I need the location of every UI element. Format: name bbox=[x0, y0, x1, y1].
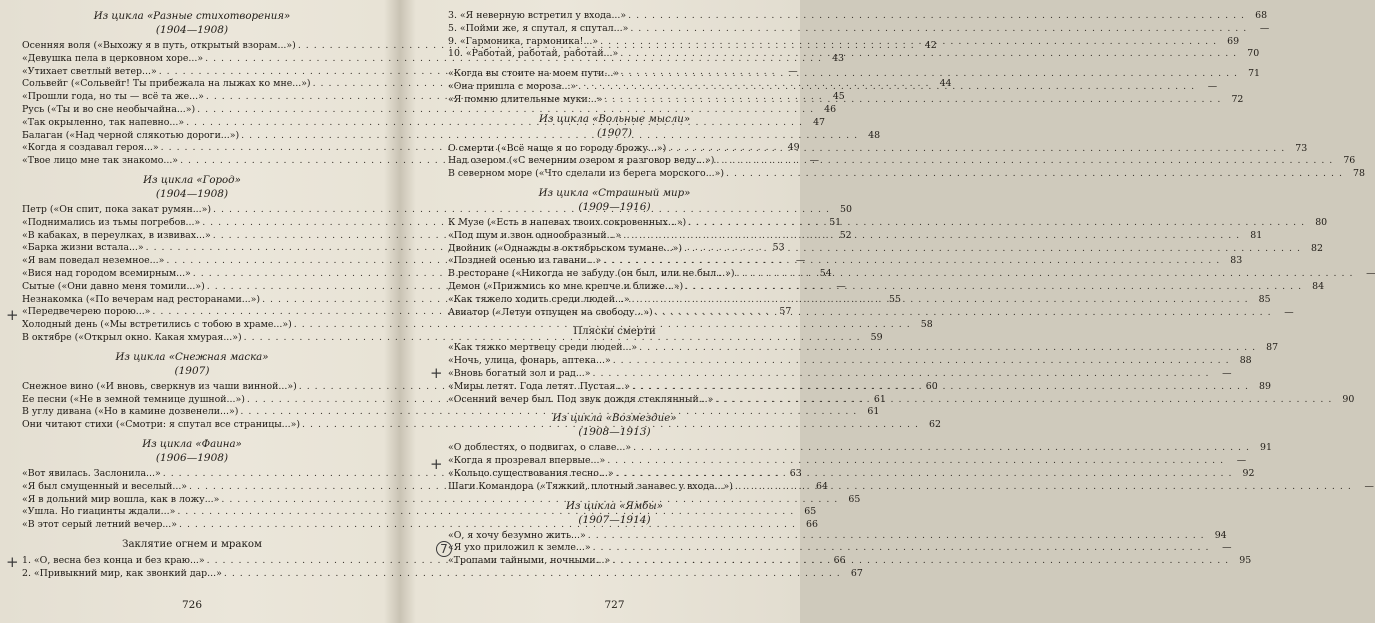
section-heading: Из цикла «Фаина» bbox=[142, 438, 242, 450]
page-number: 42 bbox=[924, 40, 937, 51]
page-number: 52 bbox=[839, 229, 852, 241]
dot-leader bbox=[733, 481, 1352, 494]
page-number: 47 bbox=[813, 116, 826, 128]
dot-leader bbox=[611, 355, 1230, 368]
page-number: 87 bbox=[1266, 342, 1279, 354]
page-number: 61 bbox=[873, 393, 886, 405]
page-number: 84 bbox=[1312, 280, 1325, 292]
entry-title: «Под шум и звон однообразный...» bbox=[448, 229, 622, 241]
page-number: 70 bbox=[1247, 48, 1260, 60]
section-years: (1904—1908) bbox=[155, 187, 229, 200]
entry-title: «Она пришла с мороза...» bbox=[448, 80, 577, 92]
entry-title: «Твое лицо мне так знакомо...» bbox=[22, 155, 179, 167]
dot-leader bbox=[631, 442, 1250, 455]
toc-entry bbox=[448, 367, 1232, 381]
page-number: — bbox=[1207, 80, 1218, 92]
page-number: 91 bbox=[1260, 442, 1272, 454]
entry-title: В октябре («Открыл окно. Какая хмурая...») bbox=[22, 331, 242, 343]
toc-entry bbox=[448, 442, 1272, 455]
page-number: 76 bbox=[1343, 155, 1356, 167]
toc-entry bbox=[448, 529, 1227, 543]
pencil-circled-mark: 7 bbox=[436, 541, 452, 557]
entry-title: «Передвечерею порою...» bbox=[22, 306, 151, 318]
folio-number: 727 bbox=[604, 599, 625, 611]
page-number: 65 bbox=[804, 506, 817, 518]
page-number: 72 bbox=[1231, 93, 1244, 105]
page-number: 71 bbox=[1248, 68, 1261, 80]
page-number: 48 bbox=[868, 129, 881, 141]
section-years: (1909—1916) bbox=[578, 200, 651, 213]
page-number: 88 bbox=[1239, 355, 1252, 367]
entry-title: 9. «Гармоника, гармоника!...» bbox=[448, 35, 599, 47]
entry-title: Двойник («Однажды в октябрьском тумане...») bbox=[448, 242, 683, 254]
page-number: 95 bbox=[1239, 555, 1252, 567]
page-number: — bbox=[1222, 542, 1232, 554]
entry-title: Незнакомка («По вечерам над ресторанами...») bbox=[22, 293, 261, 305]
toc-entry bbox=[448, 155, 1356, 168]
page-number: — bbox=[809, 155, 819, 167]
page-number: 49 bbox=[787, 142, 800, 154]
entry-title: «Я был смущенный и веселый...» bbox=[22, 480, 188, 492]
dot-leader bbox=[598, 36, 1217, 49]
toc-entry bbox=[448, 22, 1270, 36]
page-number: 64 bbox=[816, 480, 828, 492]
entry-title: Русь («Ты и во сне необычайна...») bbox=[22, 103, 196, 115]
dot-leader bbox=[653, 307, 1272, 320]
entry-title: «Когда вы стоите на моем пути...» bbox=[448, 68, 620, 80]
page-number: — bbox=[1259, 22, 1270, 34]
page-number: 89 bbox=[1259, 380, 1271, 392]
entry-title: «Ушла. Но гиацинты ждали...» bbox=[22, 506, 176, 518]
dot-leader bbox=[621, 230, 1240, 243]
section-heading: Из цикла «Вольные мысли» bbox=[538, 113, 691, 125]
entry-title: «Я в дольний мир вошла, как в ложу...» bbox=[22, 493, 220, 505]
dot-leader bbox=[724, 168, 1343, 181]
dot-leader bbox=[576, 81, 1195, 94]
dot-leader bbox=[637, 342, 1256, 355]
toc-entry bbox=[22, 567, 863, 581]
page-number: 62 bbox=[929, 419, 941, 431]
entry-title: «Миры летят. Года летят. Пустая...» bbox=[448, 380, 631, 392]
page-number: 66 bbox=[806, 519, 818, 531]
entry-title: «Вновь богатый зол и рад...» bbox=[448, 367, 591, 379]
section-heading: Из цикла «Снежная маска» bbox=[115, 351, 269, 363]
entry-title: «Осенний вечер был. Под звук дождя стеклянный...» bbox=[448, 393, 714, 405]
page-number: 66 bbox=[833, 554, 846, 566]
toc-entry bbox=[448, 280, 1325, 294]
page-number: 85 bbox=[1258, 293, 1271, 305]
page-number: — bbox=[795, 255, 806, 267]
dot-leader bbox=[619, 65, 1238, 81]
entry-title: Шаги Командора («Тяжкий, плотный занавес у входа...») bbox=[448, 480, 733, 492]
entry-title: В северном море («Что сделали из берега морского...») bbox=[448, 168, 725, 180]
section-heading: Из цикла «Город» bbox=[143, 174, 241, 186]
entry-title: Холодный день («Мы встретились с тобою в храме...») bbox=[22, 319, 292, 331]
section-heading: Из цикла «Возмездие» bbox=[552, 413, 677, 425]
dot-leader bbox=[628, 23, 1247, 36]
entry-title: Балаган («Над черной слякотью дороги...») bbox=[22, 129, 240, 141]
section-years: (1907) bbox=[597, 126, 632, 139]
page-number: — bbox=[1222, 367, 1232, 379]
entry-title: Осенняя воля («Выхожу я в путь, открытый взорам...») bbox=[22, 40, 296, 51]
entry-title: Сольвейг («Сольвейг! Ты прибежала на лыжах ко мне...») bbox=[22, 78, 311, 90]
dot-leader bbox=[713, 394, 1332, 407]
entry-title: В ресторане («Никогда не забуду (он был, или не был...») bbox=[448, 268, 735, 280]
entry-title: «О, я хочу безумно жить...» bbox=[448, 529, 586, 541]
dot-leader bbox=[682, 243, 1301, 256]
page-number: 68 bbox=[1255, 10, 1268, 21]
entry-title: Над озером («С вечерним озером я разговор веду...») bbox=[448, 155, 715, 167]
entry-title: «Когда я прозревал впервые...» bbox=[448, 455, 606, 467]
page-number: 92 bbox=[1242, 467, 1255, 479]
entry-title: «Кольцо существования тесно...» bbox=[448, 467, 614, 479]
page-number: 46 bbox=[824, 103, 837, 115]
entry-title: 10. «Работай, работай, работай...» bbox=[448, 48, 619, 60]
page-number: 80 bbox=[1315, 216, 1328, 228]
page-number: 94 bbox=[1214, 529, 1227, 541]
dot-leader bbox=[610, 555, 1229, 568]
page-number: 65 bbox=[848, 493, 861, 505]
entry-title: К Музе («Есть в напевах твоих сокровенных...») bbox=[448, 216, 687, 228]
pencil-cross-mark: + bbox=[430, 364, 443, 382]
entry-title: «В этот серый летний вечер...» bbox=[22, 519, 178, 531]
dot-leader bbox=[605, 455, 1224, 468]
dot-leader bbox=[618, 48, 1237, 61]
page-number: 50 bbox=[840, 203, 852, 215]
section-heading: Из цикла «Страшный мир» bbox=[538, 187, 691, 199]
page-number: 44 bbox=[939, 78, 952, 90]
entry-title: «Вот явилась. Заслонила...» bbox=[22, 467, 161, 479]
entry-title: «Как тяжело ходить среди людей...» bbox=[448, 293, 630, 305]
entry-title: Ее песни («Не в земной темнице душной...») bbox=[22, 393, 245, 405]
toc-entry bbox=[448, 168, 1365, 181]
page-number: 61 bbox=[867, 406, 880, 418]
entry-title: Демон («Прижмись ко мне крепче и ближе...») bbox=[448, 280, 684, 292]
page-number: 90 bbox=[1342, 393, 1355, 405]
entry-title: 1. «О, весна без конца и без краю...» bbox=[22, 554, 205, 566]
toc-entry bbox=[448, 355, 1252, 368]
dot-leader bbox=[666, 143, 1285, 156]
entry-title: Они читают стихи («Смотри: я спутал все страницы...») bbox=[22, 419, 301, 431]
page-number: 63 bbox=[789, 467, 802, 479]
page-number: 69 bbox=[1227, 35, 1240, 47]
section-heading: Из цикла «Ямбы» bbox=[566, 500, 663, 512]
pencil-cross-mark: + bbox=[430, 455, 443, 473]
toc-entry bbox=[448, 455, 1247, 468]
entry-title: «Ночь, улица, фонарь, аптека...» bbox=[448, 355, 611, 367]
entry-title: «Поднимались из тьмы погребов...» bbox=[22, 216, 201, 228]
page-number: — bbox=[836, 280, 846, 292]
entry-title: Снежное вино («И вновь, сверкнув из чаши винной...») bbox=[22, 380, 297, 392]
section-years: (1904—1908) bbox=[155, 24, 229, 36]
entry-title: В углу дивана («Но в камине дозвенели...») bbox=[22, 406, 239, 418]
toc-entry bbox=[448, 255, 1243, 268]
page-number: 57 bbox=[779, 306, 792, 318]
entry-title: Авиатор («Летун отпущен на свободу...») bbox=[448, 306, 653, 318]
entry-title: 2. «Привыкний мир, как звонкий дар...» bbox=[22, 567, 222, 579]
entry-title: «Так окрыленно, так напевно...» bbox=[22, 116, 185, 128]
dot-leader bbox=[626, 10, 1245, 23]
dot-leader bbox=[714, 155, 1333, 168]
page-number: 67 bbox=[850, 567, 863, 579]
entry-title: Сытые («Они давно меня томили...») bbox=[22, 280, 205, 292]
dot-leader bbox=[601, 255, 1220, 268]
entry-title: Петр («Он спит, пока закат румян...») bbox=[22, 203, 212, 215]
entry-title: «Поздней осенью из гавани...» bbox=[448, 255, 602, 267]
section-gap bbox=[448, 61, 781, 68]
page-number: 45 bbox=[832, 91, 845, 103]
entry-title: «Как тяжко мертвецу среди людей...» bbox=[448, 342, 638, 354]
entry-title: «В кабаках, в переулках, в извивах...» bbox=[22, 229, 211, 241]
page-number: 43 bbox=[832, 52, 845, 64]
dot-leader bbox=[591, 542, 1210, 555]
page-number: 60 bbox=[925, 380, 938, 392]
entry-title: «Тропами тайными, ночными...» bbox=[448, 555, 611, 567]
folio-number: 726 bbox=[181, 599, 203, 611]
entry-title: «Я вам поведал неземное...» bbox=[22, 255, 165, 267]
dot-leader bbox=[686, 217, 1305, 230]
entry-title: «Утихает светлый ветер...» bbox=[22, 65, 157, 77]
toc-entry bbox=[22, 103, 837, 117]
entry-title: «Я ухо приложил к земле...» bbox=[448, 542, 591, 554]
entry-title: «Прошли года, но ты — всё та же...» bbox=[22, 91, 204, 103]
page-number: 51 bbox=[829, 216, 842, 228]
dot-leader bbox=[591, 368, 1210, 381]
toc-entry bbox=[448, 242, 1323, 256]
section-years: (1906—1908) bbox=[155, 451, 229, 464]
section-years: (1907) bbox=[174, 364, 210, 377]
entry-title: 3. «Я неверную встретил у входа...» bbox=[448, 10, 627, 21]
dot-leader bbox=[735, 268, 1354, 281]
section-heading: Заклятие огнем и мраком bbox=[122, 538, 262, 550]
toc-entry bbox=[448, 342, 1279, 355]
entry-title: 5. «Пойми же, я спутал, я спутал...» bbox=[448, 22, 629, 34]
dot-leader bbox=[683, 281, 1302, 294]
toc-entry bbox=[448, 542, 1232, 555]
entry-title: «Когда я создавал героя...» bbox=[22, 142, 159, 154]
pencil-cross-mark: + bbox=[6, 553, 19, 571]
section-heading: Пляски смерти bbox=[573, 326, 656, 338]
page-number: — bbox=[1236, 455, 1247, 467]
section-years: (1908—1913) bbox=[578, 426, 651, 439]
entry-title: «О доблестях, о подвигах, о славе...» bbox=[448, 442, 632, 454]
toc-entry bbox=[448, 10, 1268, 23]
entry-title: «Барка жизни встала...» bbox=[22, 242, 144, 254]
page-number: 83 bbox=[1230, 255, 1243, 267]
toc-entry bbox=[448, 68, 1261, 81]
page-number: 58 bbox=[920, 319, 933, 331]
page-number: 81 bbox=[1250, 229, 1263, 241]
entry-title: О смерти («Всё чаще я по городу брожу...») bbox=[448, 142, 667, 154]
page-number: — bbox=[1284, 306, 1294, 318]
dot-leader bbox=[614, 468, 1233, 481]
page-number: 78 bbox=[1353, 168, 1365, 180]
page-number: — bbox=[1364, 480, 1374, 492]
page-number: 59 bbox=[870, 331, 883, 343]
page-number: 53 bbox=[772, 242, 785, 254]
page-number: 55 bbox=[889, 293, 901, 305]
page-number: 73 bbox=[1295, 142, 1308, 154]
dot-leader bbox=[602, 94, 1221, 107]
dot-leader bbox=[630, 381, 1249, 394]
dot-leader bbox=[630, 294, 1249, 307]
pencil-cross-mark: + bbox=[6, 306, 19, 324]
page-number: 82 bbox=[1311, 242, 1323, 254]
entry-title: «Девушка пела в церковном хоре...» bbox=[22, 52, 204, 64]
page-number: 54 bbox=[819, 267, 832, 279]
section-heading: Из цикла «Разные стихотворения» bbox=[93, 11, 291, 22]
dot-leader bbox=[586, 530, 1205, 543]
entry-title: «Вися над городом всемирным...» bbox=[22, 267, 191, 279]
page-number: — bbox=[788, 65, 798, 77]
page-number: — bbox=[1366, 268, 1375, 280]
section-years: (1907—1914) bbox=[578, 513, 651, 526]
entry-title: «Я помню длительные муки...» bbox=[448, 93, 603, 105]
